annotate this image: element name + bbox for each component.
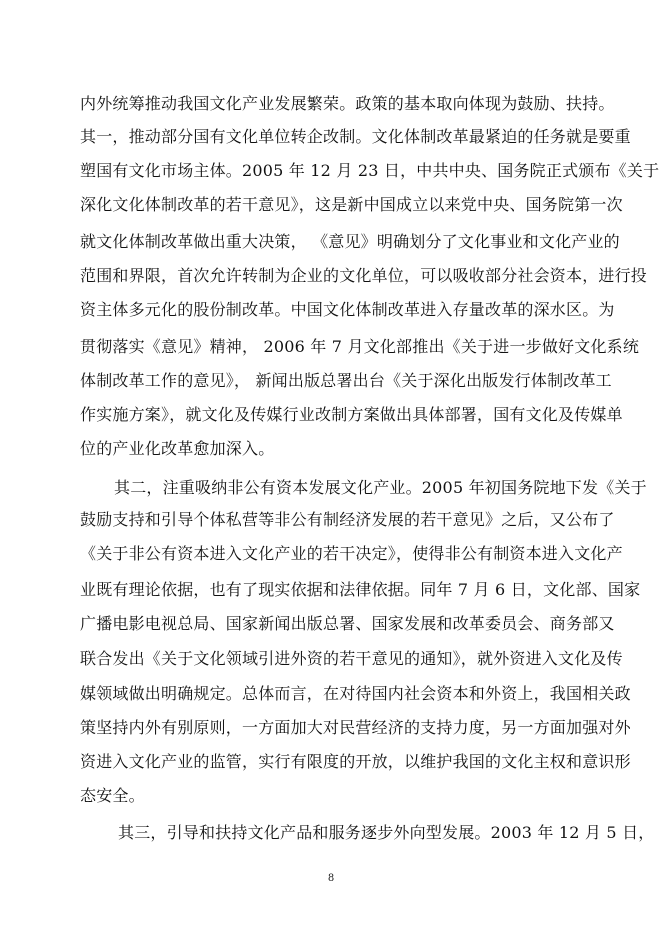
text-line: 就文化体制改革做出重大决策， 《意见》明确划分了文化事业和文化产业的 [80, 232, 620, 251]
text-line: 鼓励支持和引导个体私营等非公有制经济发展的若干意见》之后，又公布了 [80, 510, 615, 529]
text-line: 联合发出《关于文化领域引进外资的若干意见的通知》，就外资进入文化及传 [80, 649, 623, 668]
text-line: 资进入文化产业的监管，实行有限度的开放，以维护我国的文化主权和意识形 [80, 752, 631, 771]
text-line: 广播电影电视总局、国家新闻出版总署、国家发展和改革委员会、商务部又 [80, 614, 615, 633]
text-line: 其三，引导和扶持文化产品和服务逐步外向型发展。2003 年 12 月 5 日， [118, 823, 655, 842]
text-line: 贯彻落实《意见》精神， 2006 年 7 月文化部推出《关于进一步做好文化系统 [80, 337, 640, 356]
text-line: 位的产业化改革愈加深入。 [80, 439, 275, 458]
text-line: 塑国有文化市场主体。2005 年 12 月 23 日，中共中央、国务院正式颁布《关于 [80, 161, 660, 180]
text-line: 《关于非公有资本进入文化产业的若干决定》，使得非公有制资本进入文化产 [80, 544, 623, 563]
text-line: 媒领域做出明确规定。总体而言，在对待国内社会资本和外资上，我国相关政 [80, 684, 631, 703]
text-line: 体制改革工作的意见》， 新闻出版总署出台《关于深化出版发行体制改革工 [80, 371, 612, 390]
text-line: 业既有理论依据，也有了现实依据和法律依据。同年 7 月 6 日，文化部、国家 [80, 580, 641, 599]
text-line: 策坚持内外有别原则，一方面加大对民营经济的支持力度，另一方面加强对外 [80, 718, 631, 737]
text-line: 深化文化体制改革的若干意见》，这是新中国成立以来党中央、国务院第一次 [80, 195, 623, 214]
text-line: 范围和界限，首次允许转制为企业的文化单位，可以吸收部分社会资本，进行投 [80, 266, 648, 285]
text-line: 资主体多元化的股份制改革。中国文化体制改革进入存量改革的深水区。为 [80, 300, 615, 319]
text-line: 内外统筹推动我国文化产业发展繁荣。政策的基本取向体现为鼓励、扶持。 [80, 94, 615, 113]
text-line: 作实施方案》，就文化及传媒行业改制方案做出具体部署，国有文化及传媒单 [80, 405, 623, 424]
text-line: 其一，推动部分国有文化单位转企改制。文化体制改革最紧迫的任务就是要重 [80, 127, 631, 146]
text-line: 态安全。 [80, 786, 145, 805]
text-line: 其二，注重吸纳非公有资本发展文化产业。2005 年初国务院地下发《关于 [114, 478, 647, 497]
page-number: 8 [327, 873, 335, 884]
